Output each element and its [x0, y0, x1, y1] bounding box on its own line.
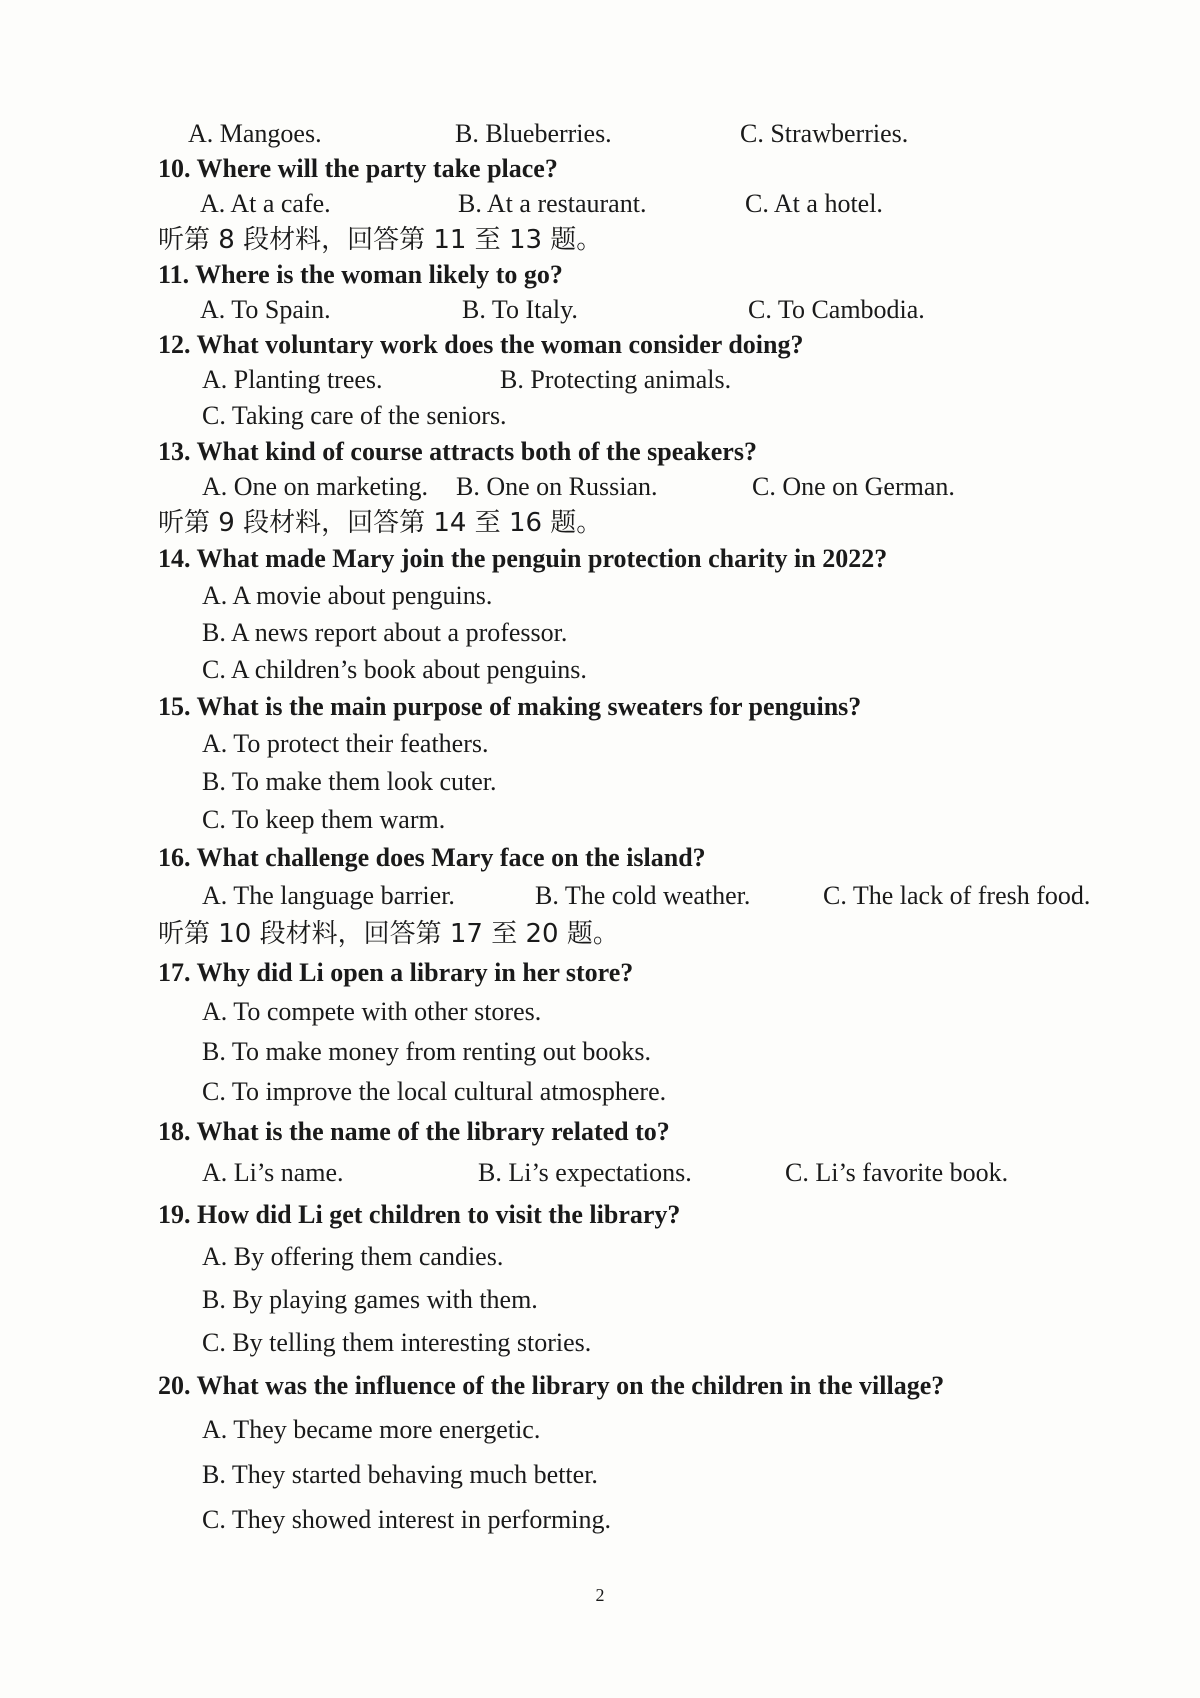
option-c: C. At a hotel. [745, 189, 883, 218]
option-c: C. Li’s favorite book. [785, 1158, 1009, 1187]
option-c: C. To Cambodia. [748, 295, 925, 324]
section-heading: 听第 8 段材料，回答第 11 至 13 题。 [158, 225, 603, 255]
question-18: 18. What is the name of the library related to? [158, 1117, 670, 1146]
option-a: A. Mangoes. [188, 119, 322, 148]
question-13: 13. What kind of course attracts both of the speakers? [158, 437, 757, 466]
option-c: C. They showed interest in performing. [202, 1505, 611, 1534]
section-heading: 听第 9 段材料，回答第 14 至 16 题。 [158, 508, 603, 538]
option-b: B. They started behaving much better. [202, 1460, 598, 1489]
option-b: B. At a restaurant. [458, 189, 647, 218]
option-c: C. To improve the local cultural atmosphere. [202, 1077, 667, 1106]
option-a: A. A movie about penguins. [202, 581, 493, 610]
question-17: 17. Why did Li open a library in her store? [158, 958, 634, 987]
option-b: B. To Italy. [462, 295, 578, 324]
option-a: A. By offering them candies. [202, 1242, 504, 1271]
option-b: B. By playing games with them. [202, 1285, 538, 1314]
question-12: 12. What voluntary work does the woman consider doing? [158, 330, 804, 359]
option-a: A. Li’s name. [202, 1158, 344, 1187]
option-c: C. The lack of fresh food. [823, 881, 1091, 910]
page-number: 2 [595, 1585, 605, 1605]
question-14: 14. What made Mary join the penguin protection charity in 2022? [158, 544, 888, 573]
section-heading: 听第 10 段材料，回答第 17 至 20 题。 [158, 919, 619, 949]
question-11: 11. Where is the woman likely to go? [158, 260, 563, 289]
option-a: A. One on marketing. [202, 472, 429, 501]
option-b: B. Li’s expectations. [478, 1158, 692, 1187]
option-a: A. To compete with other stores. [202, 997, 542, 1026]
option-b: B. Protecting animals. [500, 365, 732, 394]
option-b: B. To make money from renting out books. [202, 1037, 652, 1066]
option-c: C. One on German. [752, 472, 955, 501]
option-a: A. To Spain. [200, 295, 331, 324]
option-c: C. Taking care of the seniors. [202, 401, 507, 430]
question-16: 16. What challenge does Mary face on the island? [158, 843, 706, 872]
option-b: B. The cold weather. [535, 881, 751, 910]
option-a: A. At a cafe. [200, 189, 331, 218]
option-a: A. Planting trees. [202, 365, 383, 394]
option-a: A. To protect their feathers. [202, 729, 489, 758]
option-c: C. Strawberries. [740, 119, 909, 148]
question-15: 15. What is the main purpose of making sweaters for penguins? [158, 692, 862, 721]
option-c: C. By telling them interesting stories. [202, 1328, 592, 1357]
option-a: A. The language barrier. [202, 881, 455, 910]
option-b: B. Blueberries. [455, 119, 612, 148]
option-b: B. A news report about a professor. [202, 618, 568, 647]
option-b: B. One on Russian. [456, 472, 658, 501]
question-20: 20. What was the influence of the library on the children in the village? [158, 1371, 945, 1400]
question-10: 10. Where will the party take place? [158, 154, 558, 183]
option-b: B. To make them look cuter. [202, 767, 497, 796]
option-c: C. To keep them warm. [202, 805, 446, 834]
option-c: C. A children’s book about penguins. [202, 655, 587, 684]
question-19: 19. How did Li get children to visit the library? [158, 1200, 681, 1229]
option-a: A. They became more energetic. [202, 1415, 541, 1444]
